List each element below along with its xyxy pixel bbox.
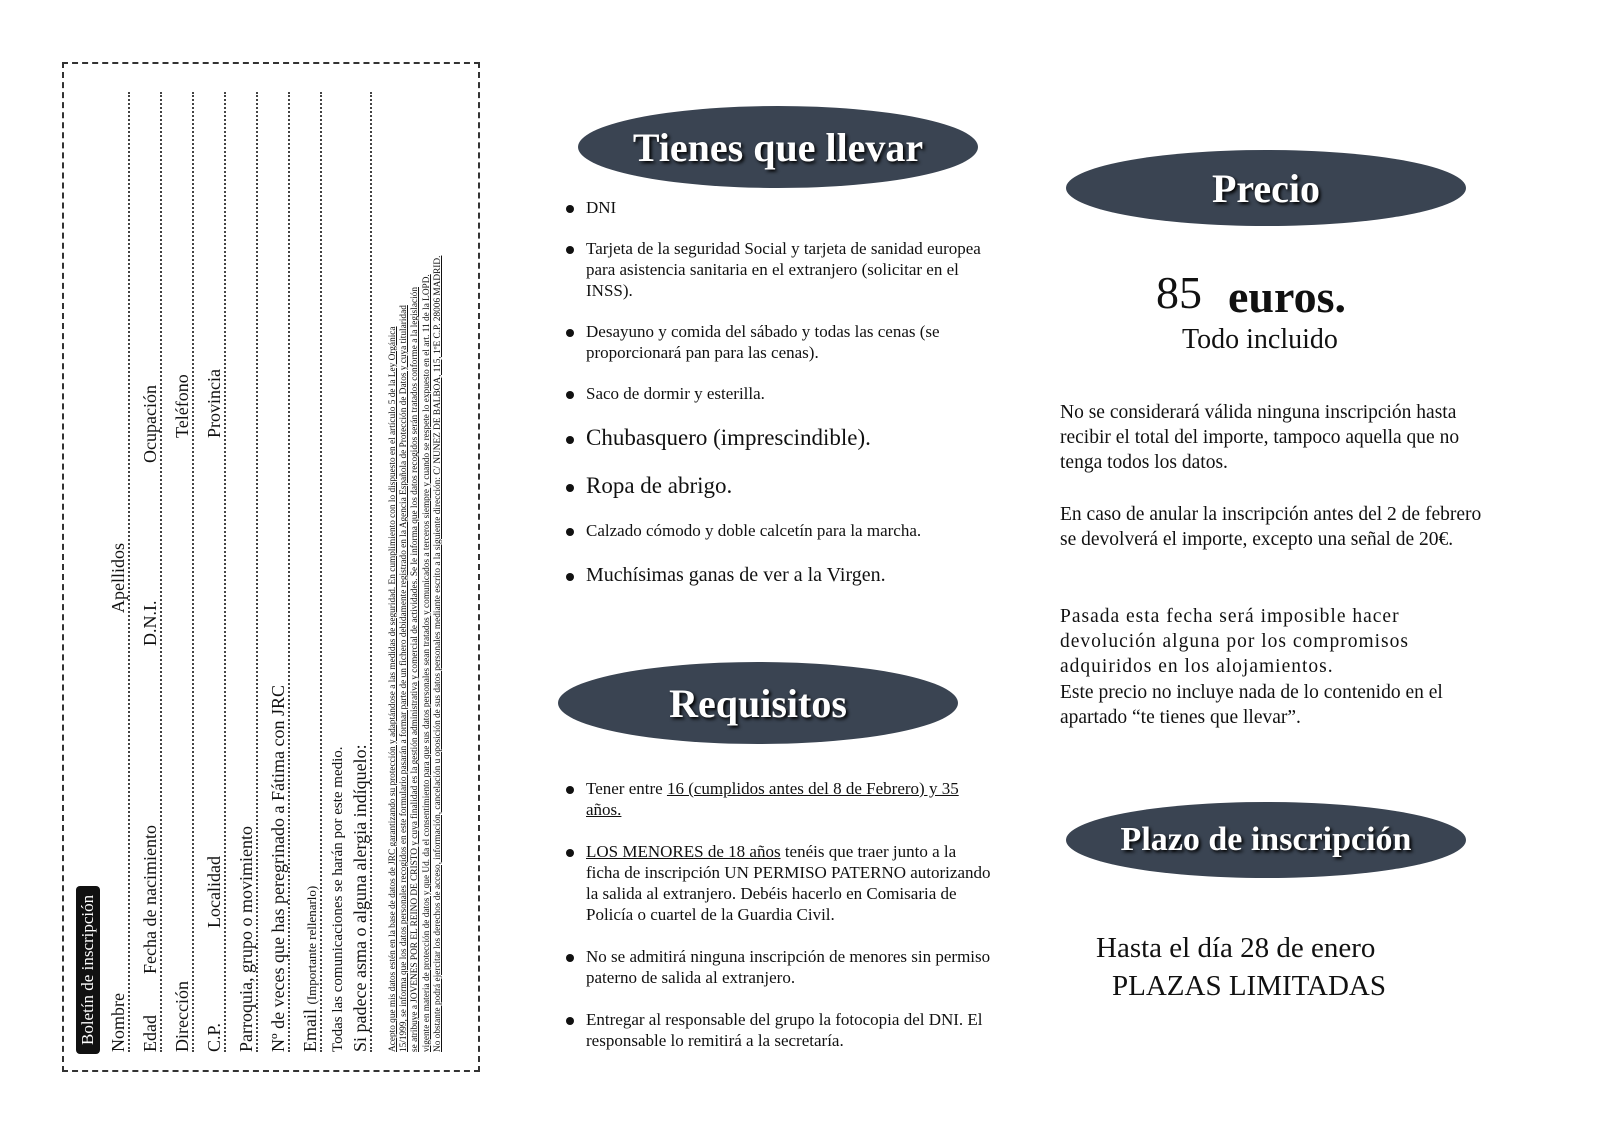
label-dni: D.N.I. — [140, 600, 160, 646]
field-dni[interactable] — [140, 600, 161, 647]
heading-requisitos: Requisitos — [558, 662, 958, 744]
price-note-3: Pasada esta fecha será imposible hacer devolución alguna por los compromisos adquiridos en los alojamientos. — [1060, 606, 1409, 677]
req-text: tenéis que traer junto a la ficha de inscripción UN PERMISO PATERNO autorizando la salida al extranjero. Debéis hacerlo en Comisaria de Policía o cuartel de la Guardia Civil. — [586, 842, 991, 924]
heading-tienes-que-llevar: Tienes que llevar — [578, 106, 978, 188]
price-note-4: Este precio no incluye nada de lo contenido en el apartado “te tienes que llevar”. — [1060, 682, 1443, 728]
req-text: Tener entre — [586, 779, 667, 798]
limited-places: PLAZAS LIMITADAS — [1112, 970, 1386, 1002]
legal-line: se atribuye a JÓVENES POR EL REINO DE CRISTO y cuya finalidad es la gestión administrativa y comercial de actividades. Se le informa que los datos recogidos serán tratados conforme a la legislación — [410, 287, 421, 1052]
label-edad: Edad — [140, 1015, 160, 1052]
list-llevar — [562, 197, 982, 589]
legal-notice — [388, 92, 444, 1052]
field-ocupacion[interactable] — [140, 384, 161, 463]
req-age-range: 16 (cumplidos antes del 8 de Febrero) y 35 años. — [586, 779, 959, 819]
label-cp: C.P. — [204, 1022, 224, 1052]
label-apellidos: Apellidos — [108, 543, 128, 613]
label-provincia: Provincia — [204, 369, 224, 438]
price-note-2: En caso de anular la inscripción antes del 2 de febrero se devolverá el importe, excepto una señal de 20€. — [1060, 504, 1482, 550]
list-item: DNI — [562, 197, 982, 218]
label-ocupacion: Ocupación — [140, 385, 160, 463]
field-direccion[interactable] — [172, 980, 193, 1052]
registration-form-content — [68, 68, 478, 1068]
field-localidad[interactable] — [204, 855, 225, 928]
list-item: Desayuno y comida del sábado y todas las cenas (se proporcionará pan para las cenas). — [562, 321, 982, 363]
field-apellidos[interactable] — [108, 542, 129, 613]
price-amount: 85 — [1156, 267, 1202, 318]
deadline: Hasta el día 28 de enero — [1096, 932, 1376, 964]
list-requisitos — [562, 778, 992, 1051]
list-item: Saco de dormir y esterilla. — [562, 383, 982, 404]
field-provincia[interactable] — [204, 368, 225, 438]
legal-line: No obstante podrá ejercitar los derechos de acceso, información, cancelación u oposición de sus datos personales mediante escrito a la siguiente dirección: C/ NÚÑEZ DE BALBOA, 115, 1ºE C.P. 28006 MADRID. — [432, 255, 443, 1052]
label-direccion: Dirección — [172, 981, 192, 1052]
form-title: Boletín de inscripción — [76, 886, 100, 1054]
list-item: Entregar al responsable del grupo la fotocopia del DNI. El responsable lo remitirá a la secretaría. — [562, 1009, 992, 1051]
price-note-1: No se considerará válida ninguna inscripción hasta recibir el total del importe, tampoco aquella que no tenga todos los datos. — [1060, 402, 1460, 473]
field-telefono[interactable] — [172, 373, 193, 438]
list-item: Ropa de abrigo. — [562, 472, 982, 500]
label-parroquia: Parroquia, grupo o movimiento — [236, 826, 256, 1052]
req-minors: LOS MENORES de 18 años — [586, 842, 781, 861]
list-item — [562, 841, 992, 925]
dotted-line — [192, 92, 194, 1052]
list-item: Chubasquero (imprescindible). — [562, 424, 982, 452]
field-email[interactable] — [300, 885, 321, 1052]
field-parroquia[interactable] — [236, 825, 257, 1052]
legal-line: vigente en materia de protección de datos y que Ud. da el consentimiento para que sus datos personales sean tratados y comunicados a terceros siempre y cuando se respete lo expuesto en el art. 11 de la LOPD. — [421, 274, 432, 1052]
registration-form — [62, 62, 480, 1072]
comms-note: Todas las comunicaciones se harán por este medio. — [330, 746, 346, 1052]
legal-line: 15/1999, se informa que los datos personales recogidos en este formulario pasarán a formar parte de un fichero debidamente registrado en la Agencia Española de Protección de Datos y cuya titularidad — [399, 305, 410, 1052]
field-nombre[interactable] — [108, 992, 129, 1052]
field-fecha-nacimiento[interactable] — [140, 824, 161, 974]
field-cp[interactable] — [204, 1022, 225, 1052]
heading-precio: Precio — [1066, 150, 1466, 226]
label-localidad: Localidad — [204, 856, 224, 928]
label-nombre: Nombre — [108, 993, 128, 1052]
list-item: Tarjeta de la seguridad Social y tarjeta de sanidad europea para asistencia sanitaria en el extranjero (solicitar en el INSS). — [562, 238, 982, 301]
heading-plazo-inscripcion: Plazo de inscripción — [1066, 802, 1466, 878]
label-alergia: Si padece asma o alguna alergia indíquelo: — [350, 744, 370, 1052]
label-telefono: Teléfono — [172, 374, 192, 438]
price-currency: euros. — [1228, 271, 1346, 322]
label-email: Email — [300, 1009, 320, 1052]
field-veces-fatima[interactable] — [268, 684, 289, 1052]
field-alergia[interactable] — [350, 743, 371, 1052]
label-fecha-nacimiento: Fecha de nacimiento — [140, 825, 160, 974]
list-item: Muchísimas ganas de ver a la Virgen. — [562, 561, 982, 589]
list-item: No se admitirá ninguna inscripción de menores sin permiso paterno de salida al extranjero. — [562, 946, 992, 988]
list-item — [562, 778, 992, 820]
price-included: Todo incluido — [1182, 324, 1338, 355]
legal-line: Acepto que mis datos estén en la base de datos de JRC garantizando su protección y adaptándose a las medidas de seguridad. En cumplimiento con lo dispuesto en el artículo 5 de la Ley Orgánica — [388, 326, 398, 1052]
list-item: Calzado cómodo y doble calcetín para la marcha. — [562, 520, 982, 541]
email-note: (Importante rellenarlo) — [304, 885, 319, 1005]
field-edad[interactable] — [140, 1014, 161, 1052]
label-veces-fatima: Nº de veces que has peregrinado a Fátima con JRC — [268, 685, 288, 1052]
